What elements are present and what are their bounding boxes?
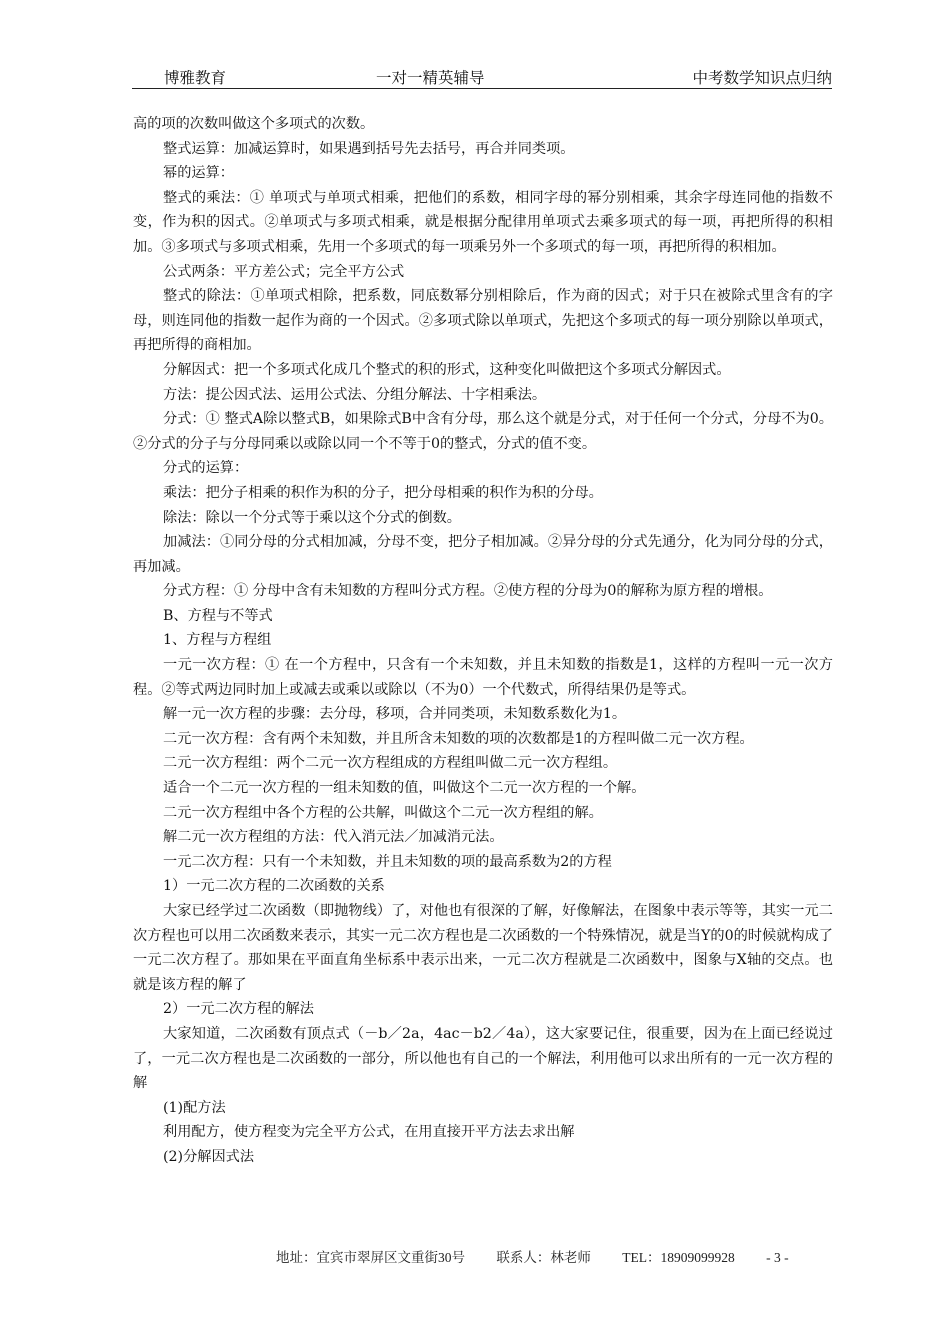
paragraph: 二元一次方程：含有两个未知数，并且所含未知数的项的次数都是1的方程叫做二元一次方程。 [163,730,754,747]
paragraph: 整式运算：加减运算时，如果遇到括号先去括号，再合并同类项。 [163,140,575,157]
paragraph: 乘法：把分子相乘的积作为积的分子，把分母相乘的积作为积的分母。 [163,484,603,501]
header-subtitle: 一对一精英辅导 [376,69,485,87]
footer-tel: TEL：18909099928 [622,1250,735,1265]
paragraph: 公式两条：平方差公式；完全平方公式 [163,263,405,280]
paragraph: 分解因式：把一个多项式化成几个整式的积的形式，这种变化叫做把这个多项式分解因式。 [163,361,731,378]
paragraph: 1、方程与方程组 [163,632,272,649]
paragraph: 加减法：①同分母的分式相加减，分母不变，把分子相加减。②异分母的分式先通分，化为同分母的分式，再加减。 [133,534,833,575]
page-footer [276,1246,789,1266]
paragraph: 方法：提公因式法、运用公式法、分组分解法、十字相乘法。 [163,386,547,403]
paragraph: 幂的运算： [163,165,234,182]
paragraph: 二元一次方程组：两个二元一次方程组成的方程组叫做二元一次方程组。 [163,755,618,772]
document-body [133,112,833,1170]
page-header [132,60,832,89]
footer-address: 地址：宜宾市翠屏区文重街30号 [276,1250,465,1265]
paragraph: 利用配方，使方程变为完全平方公式，在用直接开平方法去求出解 [163,1124,575,1141]
paragraph: 2）一元二次方程的解法 [163,1001,314,1018]
paragraph: 解二元一次方程组的方法：代入消元法／加减消元法。 [163,829,504,846]
footer-contact: 联系人：林老师 [496,1250,591,1265]
paragraph: (1)配方法 [163,1099,226,1116]
paragraph: 整式的乘法：① 单项式与单项式相乘，把他们的系数，相同字母的幂分别相乘，其余字母连同他的指数不变，作为积的因式。②单项式与多项式相乘，就是根据分配律用单项式去乘多项式的每一项，再把所得的积相加。③多项式与多项式相乘，先用一个多项式的每一项乘另外一个多项式的每一项，再把所得的积相加。 [133,189,833,255]
paragraph: 分式的运算： [163,460,249,477]
paragraph: 大家知道，二次函数有顶点式（－b／2a，4ac－b2／4a），这大家要记住，很重要，因为在上面已经说过了，一元二次方程也是二次函数的一部分，所以他也有自己的一个解法，利用他可以求出所有的一元一次方程的解 [133,1025,833,1092]
header-org: 博雅教育 [164,69,227,87]
paragraph: 大家已经学过二次函数（即抛物线）了，对他也有很深的了解，好像解法，在图象中表示等等，其实一元二次方程也可以用二次函数来表示，其实一元二次方程也是二次函数的一个特殊情况，就是当Y的0的时候就构成了一元二次方程了。那如果在平面直角坐标系中表示出来，一元二次方程就是二次函数中，图象与X轴的交点。也就是该方程的解了 [133,903,833,993]
paragraph: 除法：除以一个分式等于乘以这个分式的倒数。 [163,509,461,526]
paragraph: B、方程与不等式 [163,607,273,624]
paragraph: 高的项的次数叫做这个多项式的次数。 [133,116,375,132]
paragraph: 适合一个二元一次方程的一组未知数的值，叫做这个二元一次方程的一个解。 [163,780,646,797]
paragraph: 一元二次方程：只有一个未知数，并且未知数的项的最高系数为2的方程 [163,853,612,870]
header-doc-title: 中考数学知识点归纳 [692,69,832,87]
paragraph: 分式方程：① 分母中含有未知数的方程叫分式方程。②使方程的分母为0的解称为原方程的增根。 [163,583,773,600]
footer-page-number: - 3 - [766,1250,789,1265]
paragraph: 1）一元二次方程的二次函数的关系 [163,878,385,895]
paragraph: 整式的除法：①单项式相除，把系数，同底数幂分别相除后，作为商的因式；对于只在被除式里含有的字母，则连同他的指数一起作为商的一个因式。②多项式除以单项式，先把这个多项式的每一项分别除以单项式，再把所得的商相加。 [133,288,833,354]
paragraph: 分式：① 整式A除以整式B，如果除式B中含有分母，那么这个就是分式，对于任何一个分式，分母不为0。②分式的分子与分母同乘以或除以同一个不等于0的整式，分式的值不变。 [133,411,833,452]
paragraph: (2)分解因式法 [163,1148,255,1165]
paragraph: 解一元一次方程的步骤：去分母，移项，合并同类项，未知数系数化为1。 [163,706,627,723]
paragraph: 一元一次方程：① 在一个方程中，只含有一个未知数，并且未知数的指数是1，这样的方程叫一元一次方程。②等式两边同时加上或减去或乘以或除以（不为0）一个代数式，所得结果仍是等式。 [133,657,833,698]
paragraph: 二元一次方程组中各个方程的公共解，叫做这个二元一次方程组的解。 [163,804,603,821]
